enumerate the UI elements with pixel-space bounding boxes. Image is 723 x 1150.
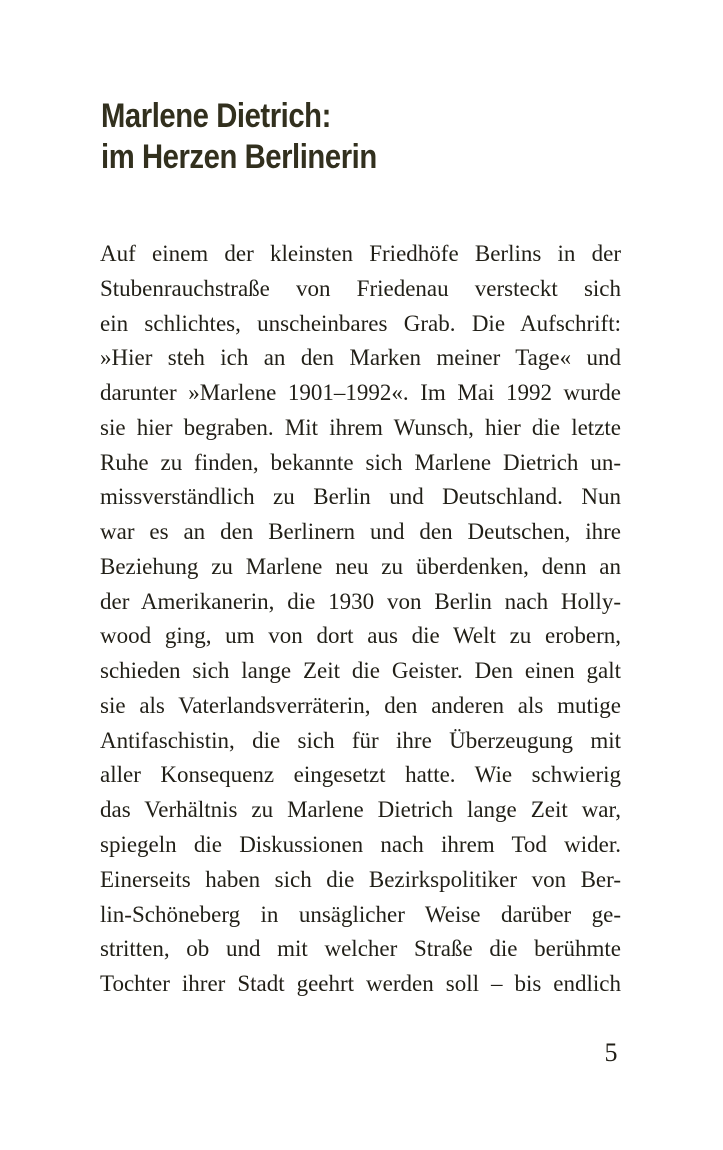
body-line: schieden sich lange Zeit die Geister. Den einen galt	[100, 658, 621, 684]
body-line: aller Konsequenz eingesetzt hatte. Wie schwierig	[100, 762, 621, 788]
chapter-title	[101, 96, 377, 178]
body-paragraph	[100, 237, 621, 1002]
body-line: Einerseits haben sich die Bezirkspolitiker von Ber-	[100, 866, 621, 892]
body-line: lin-Schöneberg in unsäglicher Weise darüber ge-	[100, 901, 621, 927]
body-line: der Amerikanerin, die 1930 von Berlin nach Holly-	[100, 588, 621, 614]
body-line: war es an den Berlinern und den Deutschen, ihre	[100, 519, 621, 545]
body-line: Beziehung zu Marlene neu zu überdenken, denn an	[100, 553, 621, 579]
body-line: »Hier steh ich an den Marken meiner Tage« und	[100, 345, 621, 371]
body-line: darunter »Marlene 1901–1992«. Im Mai 1992 wurde	[100, 380, 621, 406]
body-line: sie als Vaterlandsverräterin, den anderen als mutige	[100, 692, 621, 718]
chapter-title-line-1: Marlene Dietrich:	[101, 97, 331, 135]
body-line: Auf einem der kleinsten Friedhöfe Berlins in der	[100, 241, 621, 266]
body-line: Stubenrauchstraße von Friedenau versteckt sich	[100, 275, 621, 301]
body-line: Tochter ihrer Stadt geehrt werden soll – bis endlich	[100, 971, 621, 997]
body-line: missverständlich zu Berlin und Deutschland. Nun	[100, 484, 621, 510]
body-line: sie hier begraben. Mit ihrem Wunsch, hier die letzte	[100, 414, 621, 440]
body-line: das Verhältnis zu Marlene Dietrich lange Zeit war,	[100, 797, 621, 823]
page-number: 5	[604, 1038, 618, 1067]
body-line: Antifaschistin, die sich für ihre Überzeugung mit	[100, 727, 621, 753]
body-line: wood ging, um von dort aus die Welt zu erobern,	[100, 623, 621, 649]
body-line: spiegeln die Diskussionen nach ihrem Tod wider.	[100, 832, 621, 858]
body-line: stritten, ob und mit welcher Straße die berühmte	[100, 936, 621, 962]
body-line: ein schlichtes, unscheinbares Grab. Die Aufschrift:	[100, 310, 621, 336]
chapter-title-line-2: im Herzen Berlinerin	[101, 138, 377, 176]
body-line: Ruhe zu finden, bekannte sich Marlene Dietrich un-	[100, 449, 621, 475]
